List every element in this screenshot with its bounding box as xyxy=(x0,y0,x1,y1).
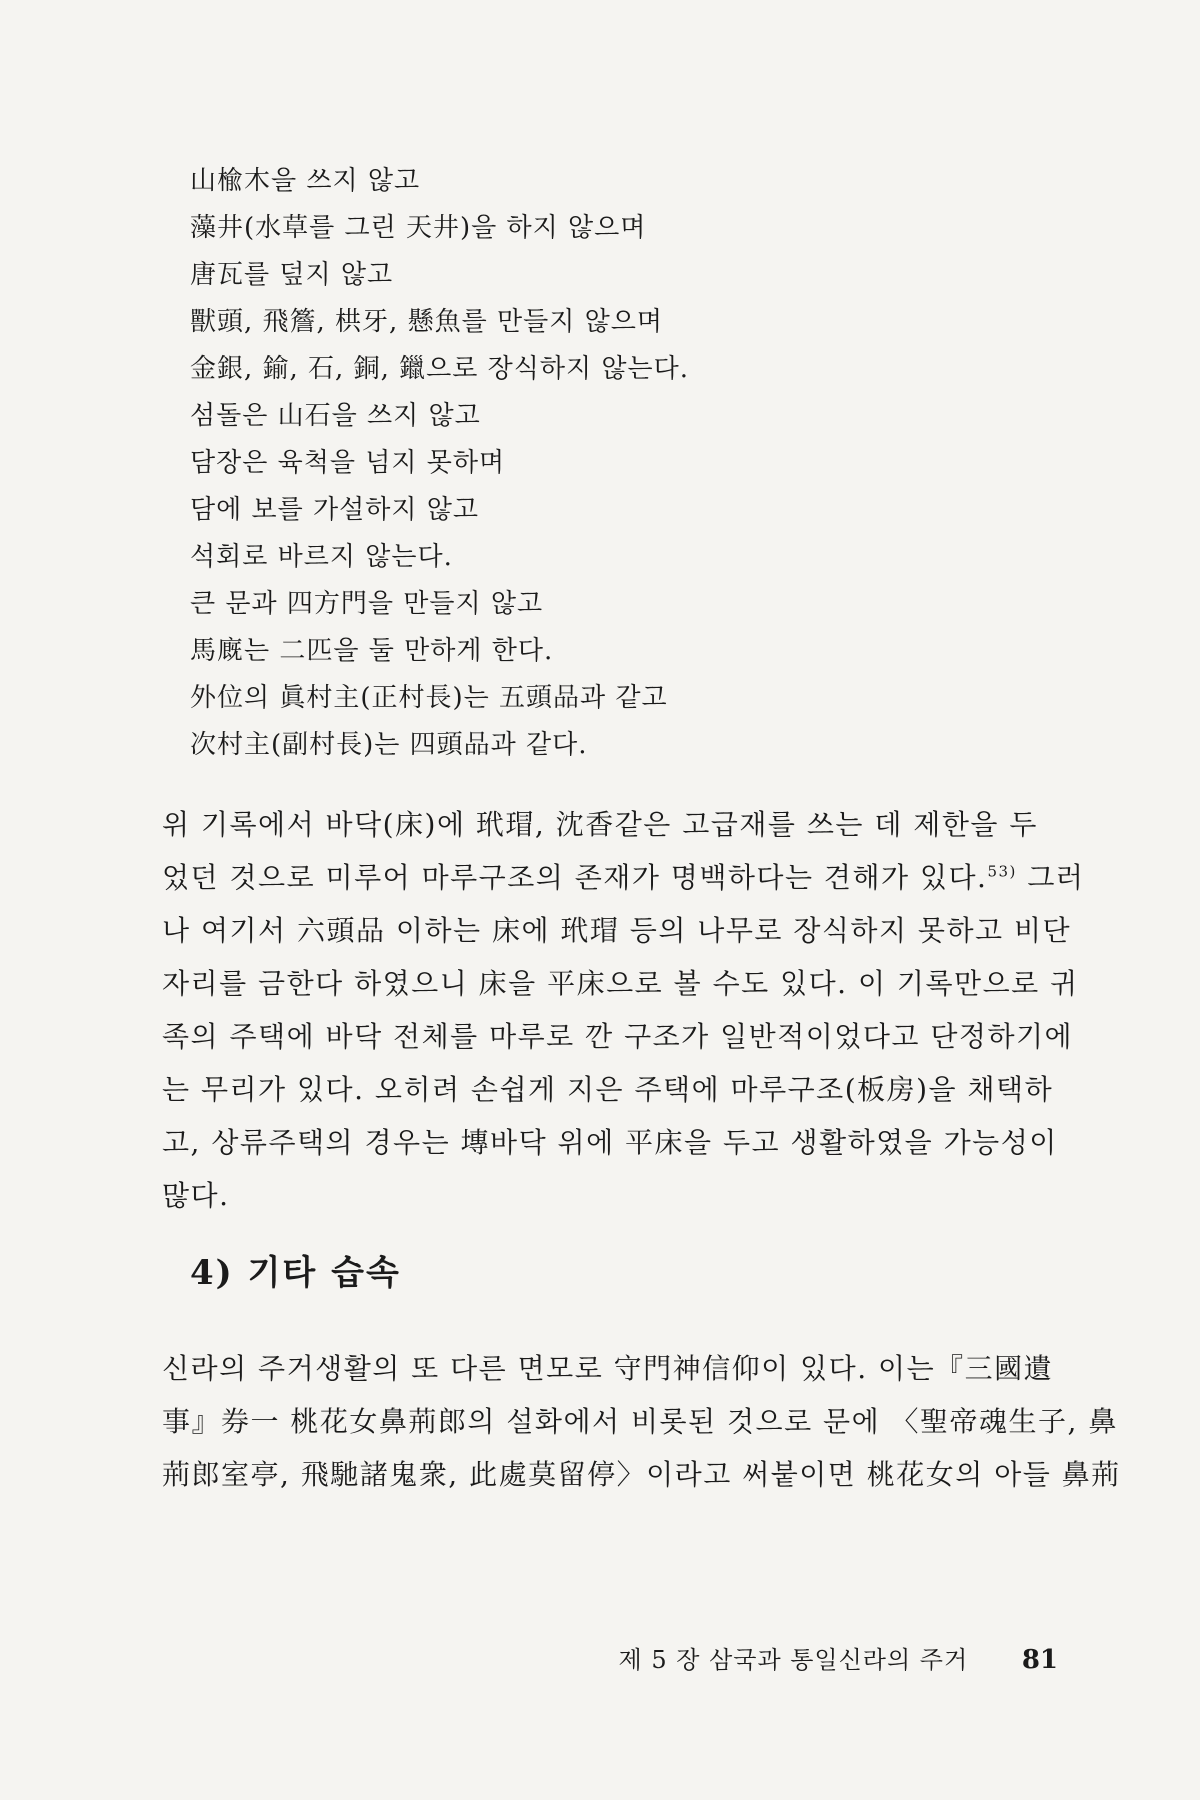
regulation-line: 섬돌은 山石을 쓰지 않고 xyxy=(190,401,481,431)
paragraph-line: 는 무리가 있다. 오히려 손쉽게 지은 주택에 마루구조(板房)을 채택하 xyxy=(162,1073,1054,1106)
regulation-line: 석회로 바르지 않는다. xyxy=(190,542,453,572)
paragraph-line: 事』券一 桃花女鼻荊郎의 설화에서 비롯된 것으로 문에 〈聖帝魂生子, 鼻 xyxy=(162,1405,1118,1438)
body-paragraph-floor-structure xyxy=(162,798,1085,1222)
running-head: 제 5 장 삼국과 통일신라의 주거 xyxy=(618,1646,969,1674)
paragraph-text: 었던 것으로 미루어 마루구조의 존재가 명백하다는 견해가 있다. xyxy=(162,861,988,894)
paragraph-line: 나 여기서 六頭品 이하는 床에 玳瑁 등의 나무로 장식하지 못하고 비단 xyxy=(162,914,1072,947)
regulation-line: 獸頭, 飛簷, 栱牙, 懸魚를 만들지 않으며 xyxy=(190,307,663,337)
regulation-line: 唐瓦를 덮지 않고 xyxy=(190,260,394,290)
regulation-line: 藻井(水草를 그린 天井)을 하지 않으며 xyxy=(190,213,647,243)
regulation-line: 담장은 육척을 넘지 못하며 xyxy=(190,448,506,478)
quoted-regulation-list xyxy=(190,158,1090,769)
section-heading: 4) 기타 습속 xyxy=(190,1253,401,1293)
regulation-line: 큰 문과 四方門을 만들지 않고 xyxy=(190,589,544,619)
page-footer xyxy=(0,1640,1058,1675)
paragraph-line: 많다. xyxy=(162,1179,230,1212)
paragraph-line: 신라의 주거생활의 또 다른 면모로 守門神信仰이 있다. 이는『三國遺 xyxy=(162,1352,1054,1385)
paragraph-line xyxy=(162,851,1085,904)
page-number: 81 xyxy=(1021,1645,1058,1675)
regulation-line: 담에 보를 가설하지 않고 xyxy=(190,495,479,525)
regulation-line: 次村主(副村長)는 四頭品과 같다. xyxy=(190,730,588,760)
paragraph-line: 고, 상류주택의 경우는 塼바닥 위에 平床을 두고 생활하였을 가능성이 xyxy=(162,1126,1058,1159)
regulation-line: 金銀, 鍮, 石, 銅, 鑞으로 장식하지 않는다. xyxy=(190,354,689,384)
paragraph-line: 荊郎室亭, 飛馳諸鬼衆, 此處莫留停〉이라고 써붙이면 桃花女의 아들 鼻荊 xyxy=(162,1458,1121,1491)
paragraph-line: 자리를 금한다 하였으니 床을 平床으로 볼 수도 있다. 이 기록만으로 귀 xyxy=(162,967,1079,1000)
regulation-line: 外位의 眞村主(正村長)는 五頭品과 같고 xyxy=(190,683,668,713)
footnote-marker: 53) xyxy=(987,862,1017,881)
paragraph-text: 그러 xyxy=(1016,861,1085,894)
paragraph-line: 족의 주택에 바닥 전체를 마루로 깐 구조가 일반적이었다고 단정하기에 xyxy=(162,1020,1074,1053)
regulation-line: 山楡木을 쓰지 않고 xyxy=(190,166,421,196)
regulation-line: 馬廐는 二匹을 둘 만하게 한다. xyxy=(190,636,554,666)
paragraph-line: 위 기록에서 바닥(床)에 玳瑁, 沈香같은 고급재를 쓰는 데 제한을 두 xyxy=(162,808,1038,841)
body-paragraph-gate-god xyxy=(162,1342,1121,1501)
